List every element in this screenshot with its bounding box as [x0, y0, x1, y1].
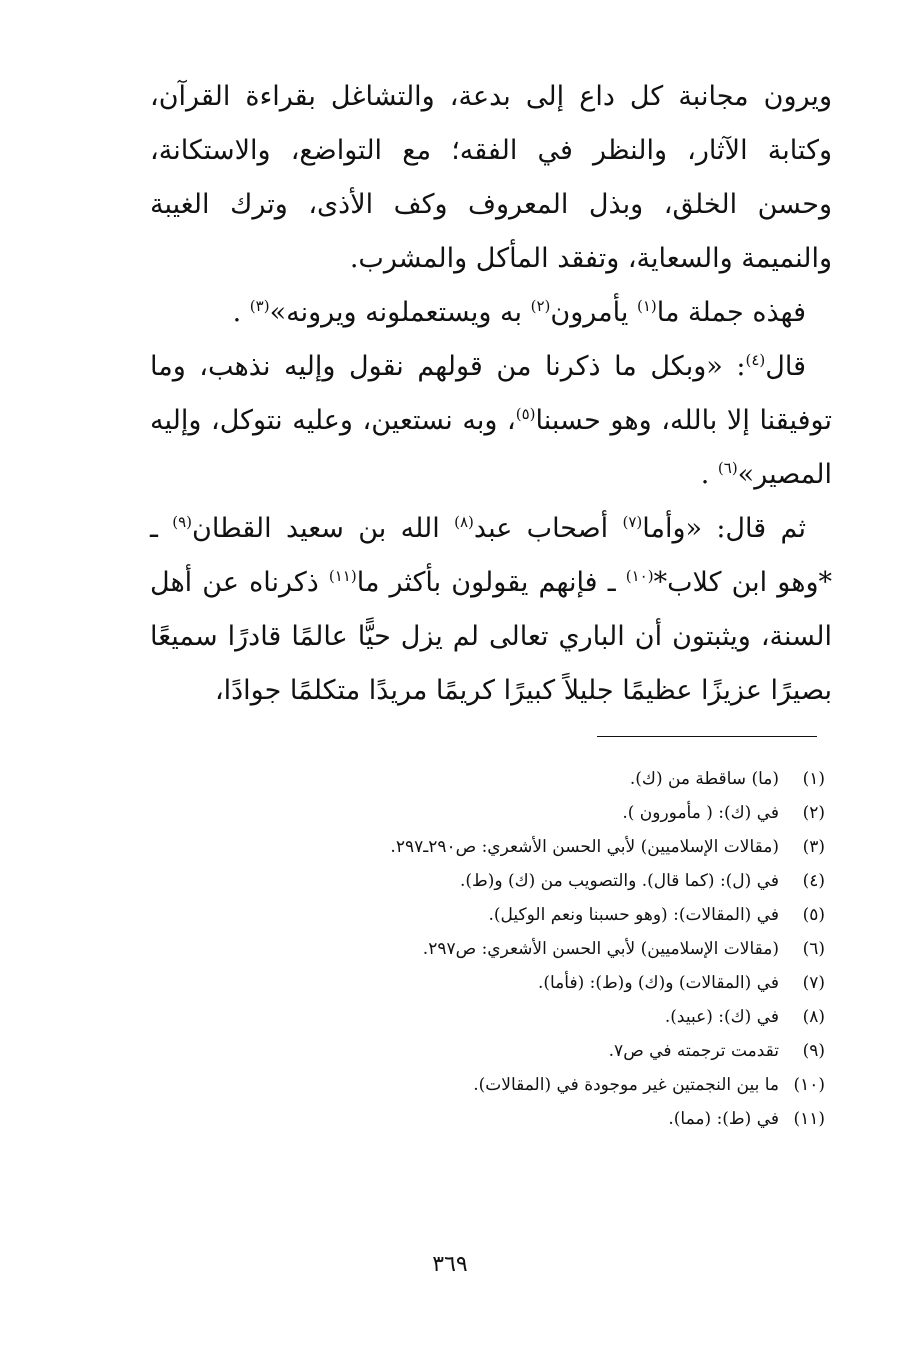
footnote-ref-9: (٩) [172, 513, 193, 531]
footnote-ref-7: (٧) [622, 513, 643, 531]
footnote-number: (١٠) [793, 1075, 825, 1095]
footnote-text: (مقالات الإسلاميين) لأبي الحسن الأشعري: ص٢٩٧. [422, 939, 779, 959]
footnote-text: في (ط): (مما). [668, 1109, 779, 1129]
footnote-divider [597, 736, 817, 737]
footnote-item [150, 932, 825, 966]
paragraph-4: ثم قال: «وأما$^{(٧)}$ أصحاب عبد$^{(٨)}$ الله بن سعيد القطان$^{(٩)}$ ـ *وهو ابن كلاب*$^{(١٠)}$ ـ فإنهم يقولون بأكثر ما$^{(١١)}$ ذكرناه عن أهل السنة، ويثبتون أن الباري تعالى لم يزل حيًّا عالمًا قادرًا سميعًا بصيرًا عزيزًا عظيمًا جليلاً كبيرًا كريمًا مريدًا متكلمًا جوادًا، [150, 513, 833, 706]
footnote-item [150, 1034, 825, 1068]
footnote-text: (مقالات الإسلاميين) لأبي الحسن الأشعري: ص٢٩٠ـ٢٩٧. [390, 837, 779, 857]
footnote-ref-6: (٦) [717, 459, 738, 477]
footnote-number: (٤) [802, 871, 825, 891]
footnote-number: (٢) [802, 803, 825, 823]
footnote-ref-8: (٨) [454, 513, 474, 531]
footnote-ref-5: (٥) [515, 405, 536, 423]
footnote-ref-11: (١١) [328, 567, 357, 585]
footnotes [150, 762, 825, 1136]
footnote-number: (٧) [802, 973, 825, 993]
page-number: ٣٦٩ [432, 1252, 468, 1277]
footnote-text: تقدمت ترجمته في ص٧. [608, 1041, 779, 1061]
footnote-text: في (ك): (عبيد). [664, 1007, 779, 1027]
footnote-ref-2: (٢) [530, 297, 551, 315]
footnote-text: ما بين النجمتين غير موجودة في (المقالات). [473, 1075, 779, 1095]
footnote-text: في (المقالات): (وهو حسبنا ونعم الوكيل). [488, 905, 779, 925]
footnote-item [150, 796, 825, 830]
footnote-text: في (ل): (كما قال). والتصويب من (ك) و(ط). [459, 871, 779, 891]
paragraph-1: ويرون مجانبة كل داع إلى بدعة، والتشاغل بقراءة القرآن، وكتابة الآثار، والنظر في الفقه؛ مع التواضع، والاستكانة، وحسن الخلق، وبذل المعروف وكف الأذى، وترك الغيبة والنميمة والسعاية، وتفقد المأكل والمشرب. [150, 81, 832, 274]
footnote-ref-4: (٤) [745, 351, 766, 369]
footnote-item [150, 966, 825, 1000]
main-text [150, 70, 832, 718]
footnote-item [150, 864, 825, 898]
footnote-number: (٥) [802, 905, 825, 925]
footnote-text: في (المقالات) و(ك) و(ط): (فأما). [537, 973, 779, 993]
footnote-number: (٨) [802, 1007, 825, 1027]
footnote-ref-10: (١٠) [625, 567, 654, 585]
footnote-ref-3: (٣) [249, 297, 270, 315]
footnote-text: في (ك): ( مأمورون ). [622, 803, 779, 823]
footnote-number: (٦) [802, 939, 825, 959]
footnote-item [150, 1000, 825, 1034]
footnote-item [150, 898, 825, 932]
footnote-item [150, 762, 825, 796]
footnote-item [150, 830, 825, 864]
footnote-item [150, 1102, 825, 1136]
paragraph-2: فهذه جملة ما$^{(١)}$ يأمرون$^{(٢)}$ به ويستعملونه ويرونه»$^{(٣)}$ . [232, 297, 806, 328]
paragraph-3: قال$^{(٤)}$: «وبكل ما ذكرنا من قولهم نقول وإليه نذهب، وما توفيقنا إلا بالله، وهو حسبنا$^{(٥)}$، وبه نستعين، وعليه نتوكل، وإليه المصير»$^{(٦)}$ . [150, 351, 832, 490]
footnote-number: (٩) [802, 1041, 825, 1061]
footnote-number: (١١) [793, 1109, 825, 1129]
footnote-number: (١) [802, 769, 825, 789]
footnote-item [150, 1068, 825, 1102]
footnote-number: (٣) [802, 837, 825, 857]
footnote-text: (ما) ساقطة من (ك). [629, 769, 779, 789]
footnote-ref-1: (١) [636, 297, 657, 315]
